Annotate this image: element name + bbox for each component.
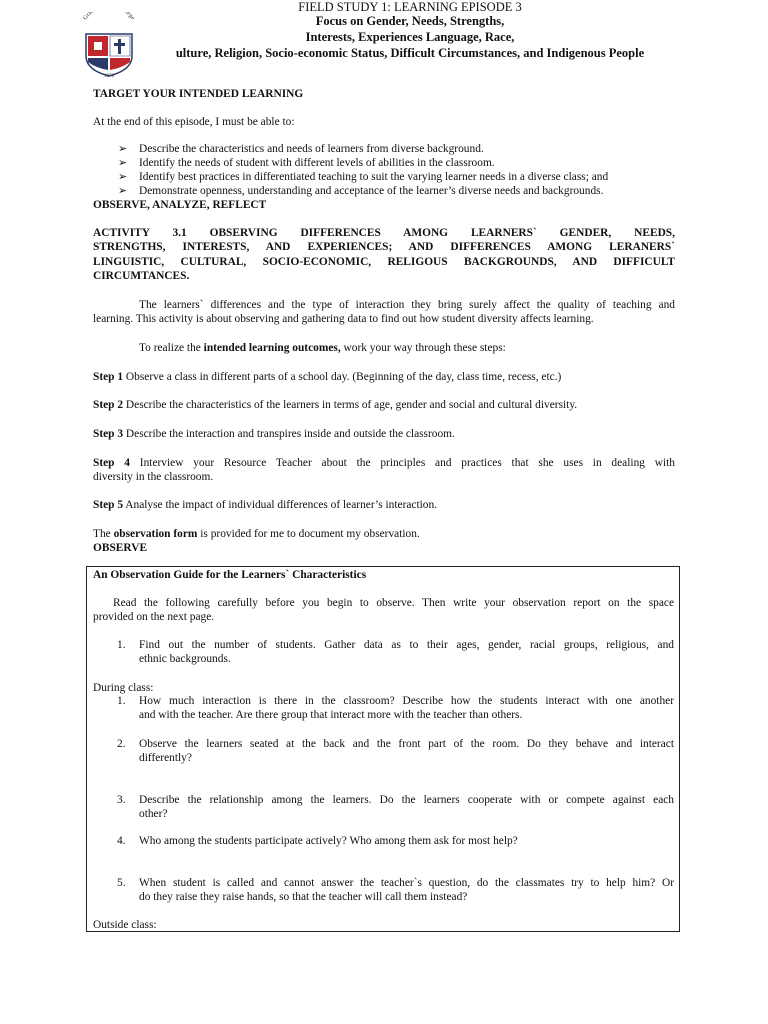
guide-question-line: differently? xyxy=(139,752,192,764)
guide-question-line: ethnic backgrounds. xyxy=(139,653,231,665)
outcomes-paragraph: To realize the intended learning outcomes, work your way through these steps: xyxy=(139,342,506,354)
item-number: 5. xyxy=(117,877,126,889)
guide-title: An Observation Guide for the Learners` Characteristics xyxy=(93,569,367,581)
activity-title-line: ACTIVITY 3.1 OBSERVING DIFFERENCES AMONG LEARNERS` GENDER, NEEDS, xyxy=(93,227,675,239)
header-line-2: Interests, Experiences Language, Race, xyxy=(305,30,515,44)
item-number: 1. xyxy=(117,695,126,707)
target-intro: At the end of this episode, I must be able to: xyxy=(93,116,295,128)
arrow-bullet-icon: ➢ xyxy=(118,143,128,155)
arrow-bullet-icon: ➢ xyxy=(118,171,128,183)
outside-class-label: Outside class: xyxy=(93,919,157,931)
header-title: FIELD STUDY 1: LEARNING EPISODE 3 xyxy=(298,0,522,14)
header-line-3: ulture, Religion, Socio-economic Status, Difficult Circumstances, and Indigenous People xyxy=(175,46,645,60)
step-1: Step 1 Observe a class in different parts of a school day. (Beginning of the day, class time, recess, etc.) xyxy=(93,371,562,383)
item-number: 2. xyxy=(117,738,126,750)
activity-title-line: STRENGTHS, INTERESTS, AND EXPERIENCES; AND DIFFERENCES AMONG LERANERS` xyxy=(93,241,675,253)
item-number: 1. xyxy=(117,639,126,651)
guide-question-line: Describe the relationship among the learners. Do the learners cooperate with or compete against each xyxy=(139,794,674,806)
guide-question-line: Find out the number of students. Gather data as to their ages, gender, racial groups, religious, and xyxy=(139,639,674,651)
intro-paragraph-line: The learners` differences and the type of interaction they bring surely affect the quality of teaching and xyxy=(139,299,675,311)
step-4-cont: diversity in the classroom. xyxy=(93,471,214,483)
guide-question-line: and with the teacher. Are there group that interact more with the teacher than others. xyxy=(139,709,523,721)
step-4: Step 4 Interview your Resource Teacher about the principles and practices that she uses in dealing with xyxy=(93,457,676,469)
guide-question-line: do they raise they raise hands, so that the teacher will call them instead? xyxy=(139,891,468,903)
item-number: 4. xyxy=(117,835,126,847)
intro-paragraph-line: learning. This activity is about observing and gathering data to find out how student diversity affects learning. xyxy=(93,313,594,325)
list-item: ➢ Identify the needs of student with different levels of abilities in the classroom. xyxy=(118,157,495,169)
guide-intro-line: provided on the next page. xyxy=(93,611,215,623)
guide-question-line: How much interaction is there in the classroom? Describe how the students interact with one another xyxy=(139,695,674,707)
form-note: The observation form is provided for me to document my observation. xyxy=(93,528,420,540)
header-line-1: Focus on Gender, Needs, Strengths, xyxy=(315,14,505,28)
during-class-label: During class: xyxy=(93,682,154,694)
guide-question-line: When student is called and cannot answer the teacher`s question, do the classmates try to help him? Or xyxy=(139,877,674,889)
logo-arc-text: Gra lege xyxy=(82,12,136,22)
item-number: 3. xyxy=(117,794,126,806)
target-heading: TARGET YOUR INTENDED LEARNING xyxy=(93,88,304,100)
guide-question-line: other? xyxy=(139,808,168,820)
step-5: Step 5 Analyse the impact of individual differences of learner’s interaction. xyxy=(93,499,438,511)
step-2: Step 2 Describe the characteristics of the learners in terms of age, gender and social and cultural diversity. xyxy=(93,399,578,411)
observe-heading: OBSERVE xyxy=(93,542,148,554)
arrow-bullet-icon: ➢ xyxy=(118,185,128,197)
activity-title-line: LINGUISTIC, CULTURAL, SOCIO-ECONOMIC, RELIGOUS BACKGROUNDS, AND DIFFICULT xyxy=(93,256,675,268)
arrow-bullet-icon: ➢ xyxy=(118,157,128,169)
guide-question-line: Who among the students participate actively? Who among them ask for most help? xyxy=(139,835,518,847)
oar-heading: OBSERVE, ANALYZE, REFLECT xyxy=(93,199,267,211)
list-item: ➢ Describe the characteristics and needs of learners from diverse background. xyxy=(118,143,484,155)
target-list xyxy=(118,142,678,198)
list-item: ➢ Identify best practices in differentiated teaching to suit the varying learner needs in a diverse class; and xyxy=(118,171,609,183)
activity-title-line: CIRCUMTANCES. xyxy=(93,270,190,282)
guide-question-line: Observe the learners seated at the back and the front part of the room. Do they behave and interact xyxy=(139,738,674,750)
list-item: ➢ Demonstrate openness, understanding and acceptance of the learner’s diverse needs and backgrounds. xyxy=(118,185,604,197)
step-3: Step 3 Describe the interaction and transpires inside and outside the classroom. xyxy=(93,428,455,440)
logo-year: 1976 xyxy=(104,74,114,78)
guide-intro-line: Read the following carefully before you begin to observe. Then write your observation report on the space xyxy=(113,597,674,609)
